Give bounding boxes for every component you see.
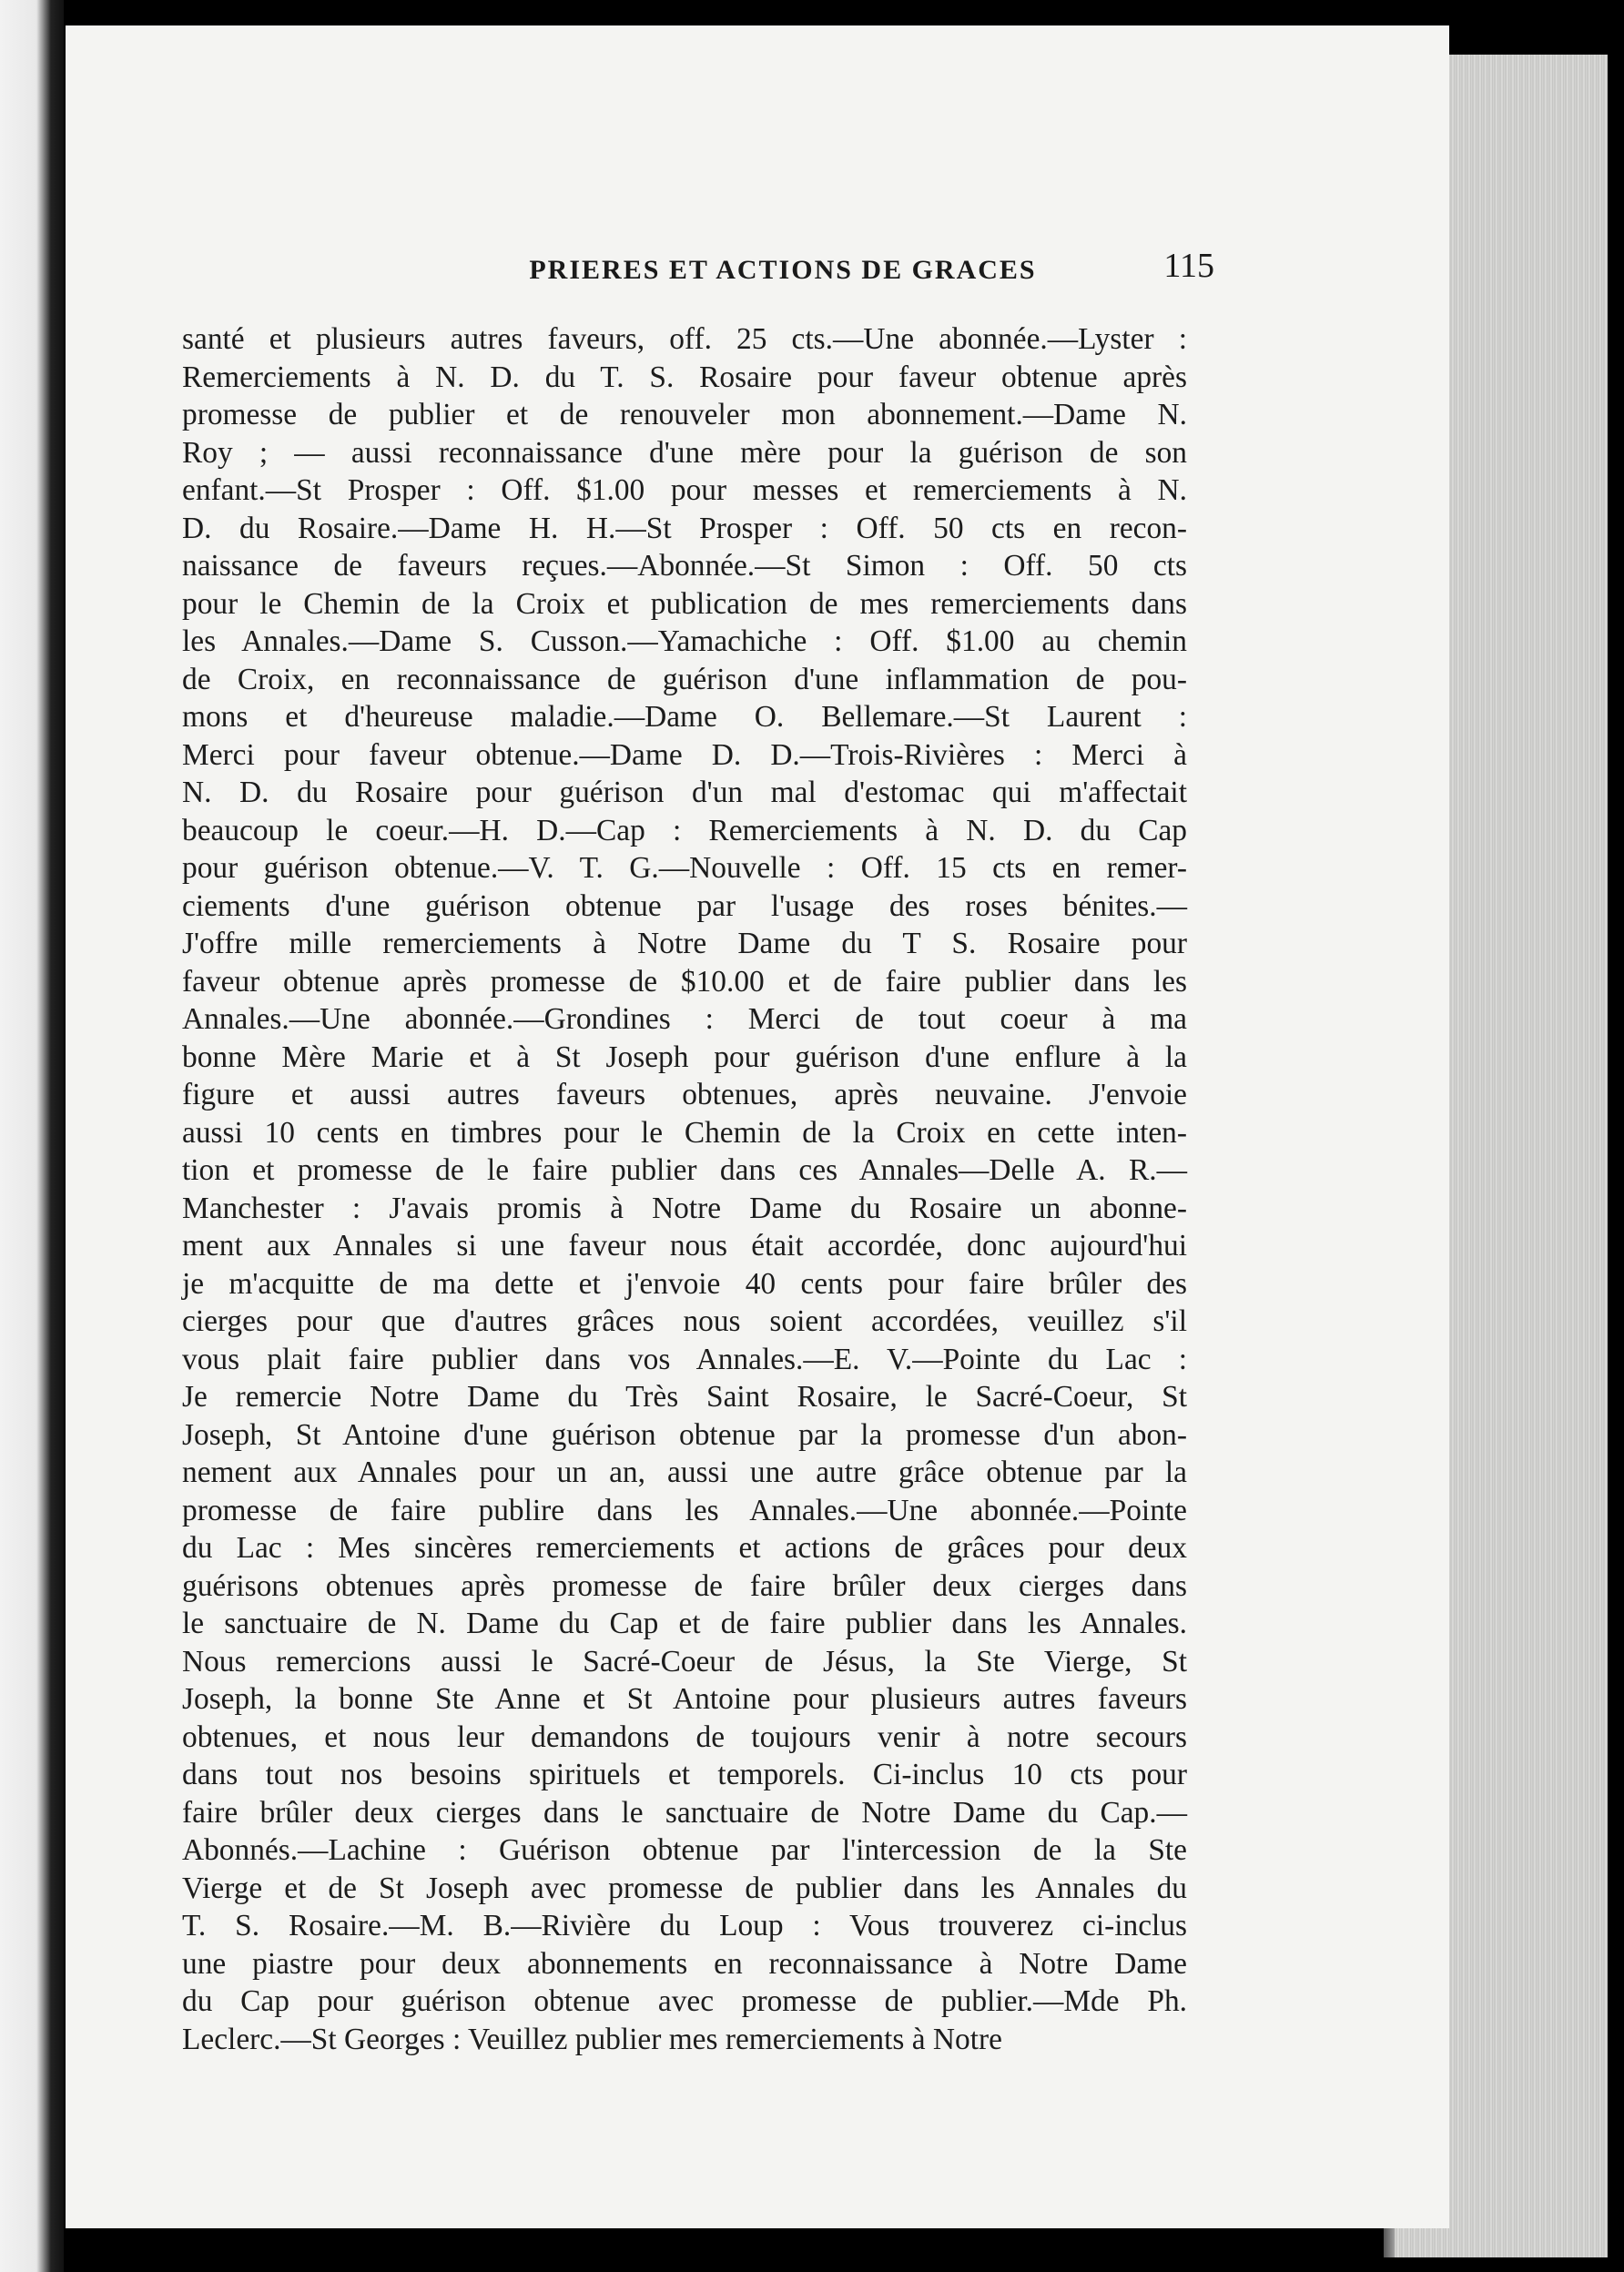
text-line: ment aux Annales si une faveur nous était accordée, donc aujourd'hui	[182, 1229, 1187, 1263]
text-line: promesse de faire publire dans les Annales.—Une abonnée.—Pointe	[182, 1493, 1187, 1527]
text-line: Je remercie Notre Dame du Très Saint Rosaire, le Sacré-Coeur, St	[182, 1380, 1187, 1414]
text-line: pour le Chemin de la Croix et publication de mes remerciements dans	[182, 586, 1187, 621]
text-line: tion et promesse de le faire publier dans ces Annales—Delle A. R.—	[182, 1153, 1187, 1187]
text-line: vous plait faire publier dans vos Annales.—E. V.—Pointe du Lac :	[182, 1342, 1187, 1376]
text-line: Remerciements à N. D. du T. S. Rosaire pour faveur obtenue après	[182, 360, 1187, 394]
text-line: enfant.—St Prosper : Off. $1.00 pour messes et remerciements à N.	[182, 473, 1187, 507]
text-line: N. D. du Rosaire pour guérison d'un mal d'estomac qui m'affectait	[182, 776, 1187, 809]
text-line: Vierge et de St Joseph avec promesse de publier dans les Annales du	[182, 1871, 1187, 1905]
text-line: cierges pour que d'autres grâces nous soient accordées, veuillez s'il	[182, 1304, 1187, 1338]
text-line: Annales.—Une abonnée.—Grondines : Merci de tout coeur à ma	[182, 1002, 1187, 1036]
text-line: faire brûler deux cierges dans le sanctuaire de Notre Dame du Cap.—	[182, 1795, 1187, 1830]
text-line: dans tout nos besoins spirituels et temporels. Ci-inclus 10 cts pour	[182, 1758, 1187, 1791]
text-line: Joseph, St Antoine d'une guérison obtenue par la promesse d'un abon-	[182, 1417, 1187, 1452]
text-line: je m'acquitte de ma dette et j'envoie 40 cents pour faire brûler des	[182, 1266, 1187, 1301]
text-line: Nous remercions aussi le Sacré-Coeur de Jésus, la Ste Vierge, St	[182, 1644, 1187, 1679]
text-line: aussi 10 cents en timbres pour le Chemin de la Croix en cette inten-	[182, 1115, 1187, 1150]
text-line: pour guérison obtenue.—V. T. G.—Nouvelle : Off. 15 cts en remer-	[182, 851, 1187, 885]
text-line: du Lac : Mes sincères remerciements et actions de grâces pour deux	[182, 1531, 1187, 1565]
text-line: J'offre mille remerciements à Notre Dame du T S. Rosaire pour	[182, 927, 1187, 960]
text-line: ciements d'une guérison obtenue par l'usage des roses bénites.—	[182, 888, 1187, 923]
text-line: nement aux Annales pour un an, aussi une autre grâce obtenue par la	[182, 1456, 1187, 1489]
page-number: 115	[1163, 247, 1214, 285]
text-line: le sanctuaire de N. Dame du Cap et de faire publier dans les Annales.	[182, 1607, 1187, 1640]
text-line: Manchester : J'avais promis à Notre Dame du Rosaire un abonne-	[182, 1191, 1187, 1225]
text-line: faveur obtenue après promesse de $10.00 et de faire publier dans les	[182, 964, 1187, 999]
text-line: bonne Mère Marie et à St Joseph pour guérison d'une enflure à la	[182, 1040, 1187, 1074]
text-line: Joseph, la bonne Ste Anne et St Antoine pour plusieurs autres faveurs	[182, 1682, 1187, 1716]
text-line: du Cap pour guérison obtenue avec promesse de publier.—Mde Ph.	[182, 1984, 1187, 2018]
text-line: une piastre pour deux abonnements en reconnaissance à Notre Dame	[182, 1946, 1187, 1981]
text-line: Leclerc.—St Georges : Veuillez publier mes remerciements à Notre	[182, 2022, 1002, 2056]
text-line: naissance de faveurs reçues.—Abonnée.—St Simon : Off. 50 cts	[182, 549, 1187, 583]
text-line: de Croix, en reconnaissance de guérison d'une inflammation de pou-	[182, 662, 1187, 696]
text-line: promesse de publier et de renouveler mon abonnement.—Dame N.	[182, 398, 1187, 431]
text-line: Roy ; — aussi reconnaissance d'une mère pour la guérison de son	[182, 435, 1187, 470]
text-line: santé et plusieurs autres faveurs, off. 25 cts.—Une abonnée.—Lyster :	[182, 322, 1187, 356]
text-line: beaucoup le coeur.—H. D.—Cap : Remerciements à N. D. du Cap	[182, 813, 1187, 847]
text-line: T. S. Rosaire.—M. B.—Rivière du Loup : Vous trouverez ci-inclus	[182, 1909, 1187, 1942]
text-line: les Annales.—Dame S. Cusson.—Yamachiche : Off. $1.00 au chemin	[182, 624, 1187, 658]
body-text	[182, 320, 1187, 2058]
left-page-edge	[0, 0, 64, 2272]
text-line: figure et aussi autres faveurs obtenues, après neuvaine. J'envoie	[182, 1078, 1187, 1111]
text-line: D. du Rosaire.—Dame H. H.—St Prosper : Off. 50 cts en recon-	[182, 511, 1187, 545]
running-head: PRIERES ET ACTIONS DE GRACES	[529, 255, 1037, 285]
text-line: Abonnés.—Lachine : Guérison obtenue par l'intercession de la Ste	[182, 1833, 1187, 1867]
text-line: mons et d'heureuse maladie.—Dame O. Bellemare.—St Laurent :	[182, 700, 1187, 734]
text-line: Merci pour faveur obtenue.—Dame D. D.—Trois-Rivières : Merci à	[182, 737, 1187, 772]
text-line: guérisons obtenues après promesse de faire brûler deux cierges dans	[182, 1568, 1187, 1603]
text-line: obtenues, et nous leur demandons de toujours venir à notre secours	[182, 1719, 1187, 1754]
